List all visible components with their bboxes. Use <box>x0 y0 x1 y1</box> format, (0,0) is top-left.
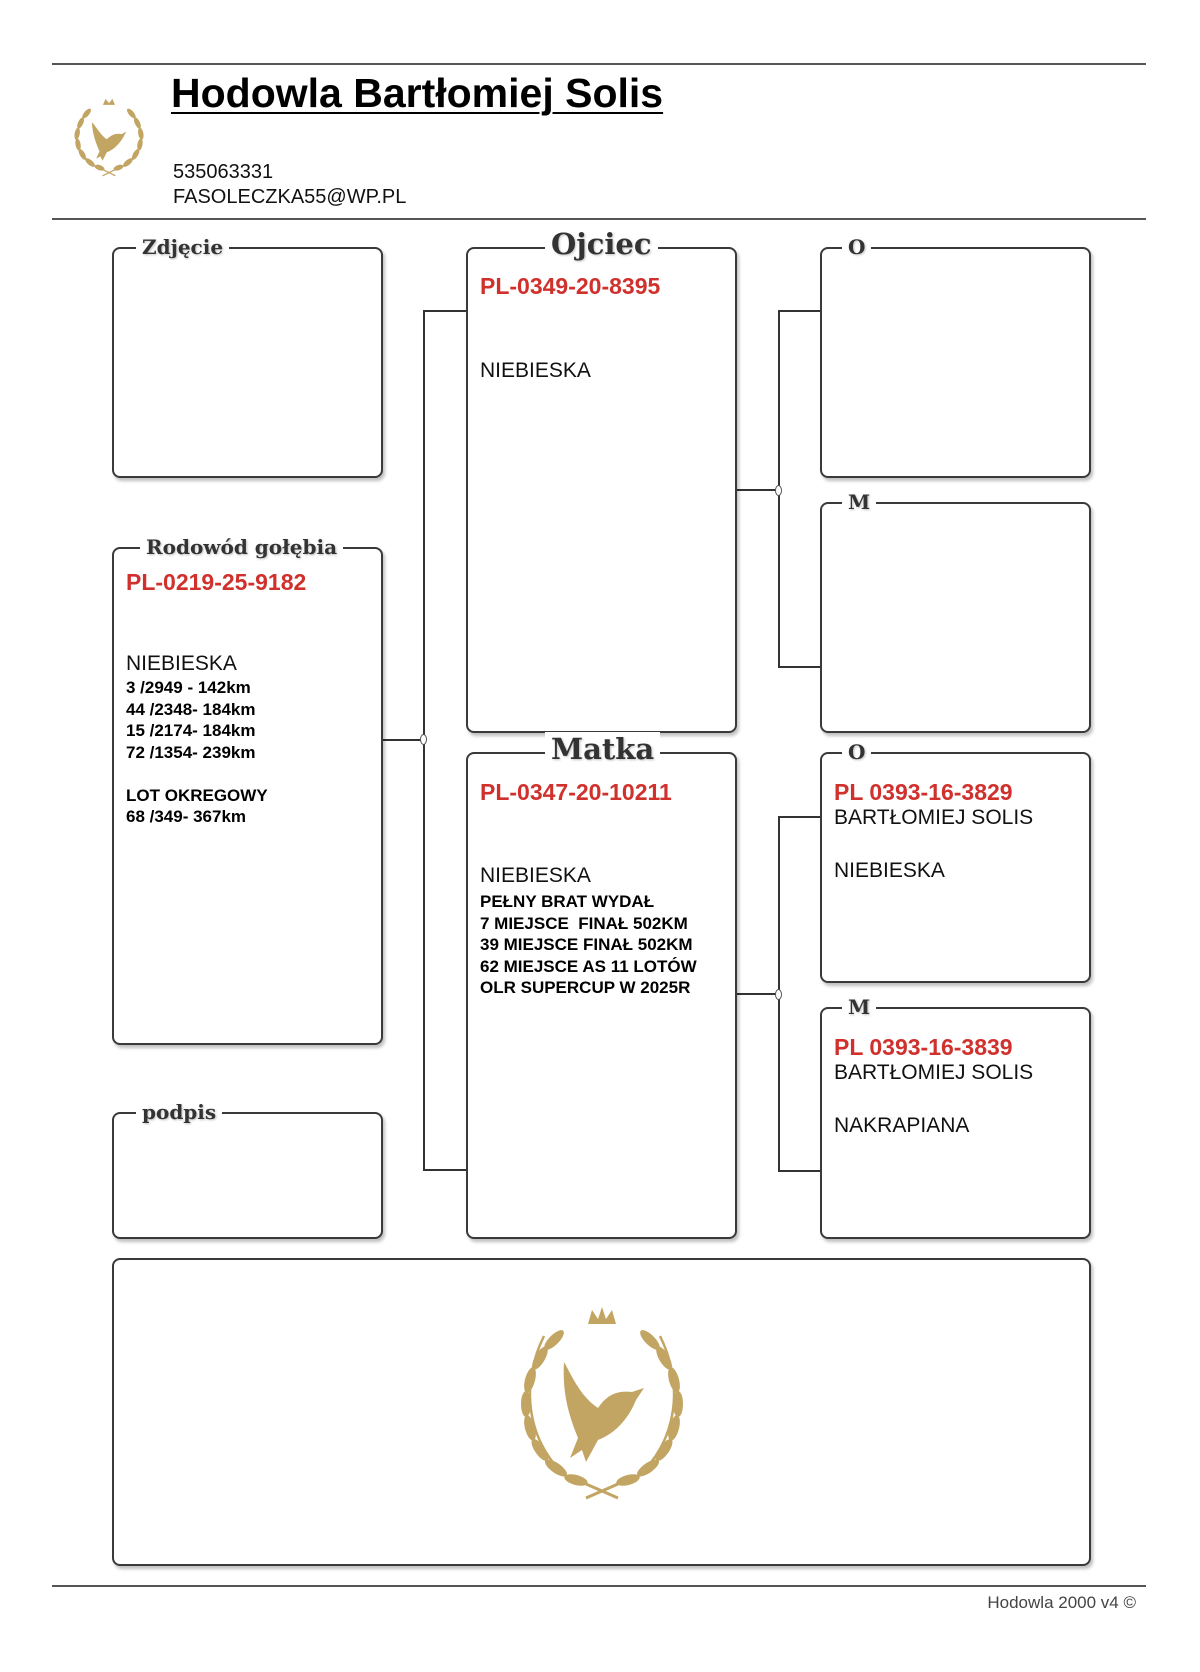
mother-mother-color: NAKRAPIANA <box>834 1114 970 1137</box>
photo-box[interactable] <box>112 235 383 478</box>
father-color: NIEBIESKA <box>480 359 591 382</box>
father-father-label: O <box>842 235 871 259</box>
mother-label: Matka <box>545 732 660 766</box>
pigeon-color: NIEBIESKA <box>126 652 237 675</box>
connector-line <box>778 1170 822 1172</box>
mother-father-label: O <box>842 740 871 764</box>
header-bottom-rule <box>52 218 1146 220</box>
mother-mother-box <box>820 995 1091 1239</box>
father-father-box <box>820 235 1091 478</box>
mother-ring-number: PL-0347-20-10211 <box>480 779 672 805</box>
connector-knot <box>775 485 782 496</box>
breeder-email: FASOLECZKA55@WP.PL <box>173 186 407 208</box>
connector-line <box>778 310 822 312</box>
pigeon-pedigree-label: Rodowód gołębia <box>140 535 343 559</box>
signature-box[interactable] <box>112 1100 383 1239</box>
pigeon-results: 3 /2949 - 142km 44 /2348- 184km 15 /2174- 184km 72 /1354- 239km LOT OKREGOWY 68 /349- 367km <box>126 678 268 826</box>
connector-line <box>737 993 780 995</box>
connector-line <box>778 816 822 818</box>
father-box <box>466 227 737 733</box>
connector-knot <box>775 989 782 1000</box>
dove-laurel-crown-icon <box>498 1300 706 1500</box>
mother-color: NIEBIESKA <box>480 864 591 887</box>
pigeon-pedigree-box <box>112 535 383 1045</box>
mother-box <box>466 732 737 1239</box>
mother-father-box <box>820 740 1091 983</box>
mother-father-color: NIEBIESKA <box>834 859 945 882</box>
connector-line <box>423 1169 467 1171</box>
signature-label: podpis <box>136 1100 222 1124</box>
breeder-title: Hodowla Bartłomiej Solis <box>171 70 664 116</box>
father-mother-label: M <box>842 490 876 514</box>
dove-laurel-crown-icon <box>64 92 154 178</box>
connector-line <box>383 739 425 741</box>
footer-credit: Hodowla 2000 v4 © <box>987 1593 1136 1612</box>
photo-label: Zdjęcie <box>136 235 229 259</box>
connector-line <box>423 310 467 312</box>
father-mother-box <box>820 490 1091 733</box>
mother-mother-label: M <box>842 995 876 1019</box>
mother-father-owner: BARTŁOMIEJ SOLIS <box>834 806 1034 829</box>
connector-line <box>737 489 780 491</box>
mother-notes: PEŁNY BRAT WYDAŁ 7 MIEJSCE FINAŁ 502KM 39 MIEJSCE FINAŁ 502KM 62 MIEJSCE AS 11 LOTÓW OLR SUPERCUP W 2025R <box>480 892 697 997</box>
header-top-rule <box>52 63 1146 65</box>
connector-line <box>778 666 822 668</box>
mother-mother-ring: PL 0393-16-3839 <box>834 1034 1013 1060</box>
father-ring-number: PL-0349-20-8395 <box>480 273 661 299</box>
breeder-phone: 535063331 <box>173 161 274 183</box>
pigeon-ring-number: PL-0219-25-9182 <box>126 569 307 595</box>
mother-mother-owner: BARTŁOMIEJ SOLIS <box>834 1061 1034 1084</box>
mother-father-ring: PL 0393-16-3829 <box>834 779 1013 805</box>
footer-rule <box>52 1585 1146 1587</box>
father-label: Ojciec <box>545 227 658 261</box>
connector-knot <box>420 734 427 745</box>
